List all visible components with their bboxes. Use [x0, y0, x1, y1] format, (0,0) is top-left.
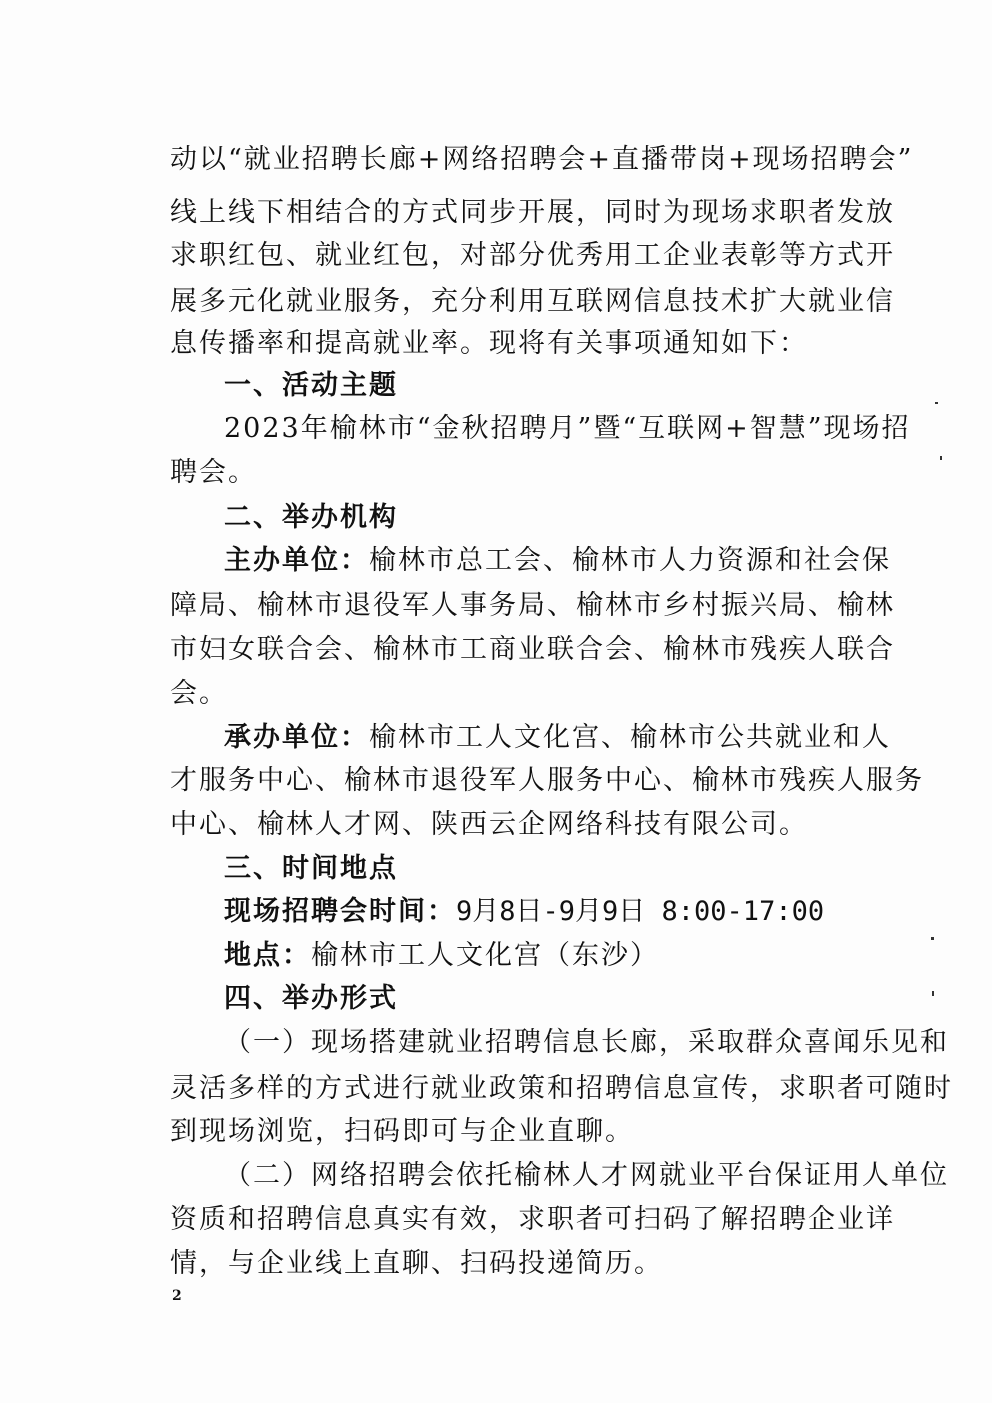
format-item1-line-3: 到现场浏览，扫码即可与企业直聊。: [170, 1116, 634, 1147]
intro-line-4: 展多元化就业服务，充分利用互联网信息技术扩大就业信: [170, 286, 895, 317]
organizer-line-1: [224, 714, 891, 762]
host-line-1: [224, 537, 891, 585]
place-line: [224, 932, 842, 980]
format-item2-line-2: 资质和招聘信息真实有效，求职者可扫码了解招聘企业详: [170, 1204, 895, 1235]
format-item2-line-3: 情，与企业线上直聊、扫码投递简历。: [170, 1248, 663, 1279]
organizer-line-3: 中心、榆林人才网、陕西云企网络科技有限公司。: [170, 809, 808, 840]
scan-speck: [935, 402, 938, 404]
time-value: 9月8日-9月9日 8:00-17:00: [456, 896, 825, 927]
format-item1-line-2: 灵活多样的方式进行就业政策和招聘信息宣传，求职者可随时: [170, 1073, 953, 1104]
host-text-1: 榆林市总工会、榆林市人力资源和社会保: [369, 545, 891, 576]
section-heading-theme: 一、活动主题: [224, 370, 398, 401]
format-item2-line-1: （二）网络招聘会依托榆林人才网就业平台保证用人单位: [224, 1160, 949, 1191]
section-heading-time-place: 三、时间地点: [224, 853, 398, 884]
host-label: 主办单位：: [224, 545, 369, 576]
theme-line-2: 聘会。: [170, 457, 257, 488]
intro-line-3: 求职红包、就业红包，对部分优秀用工企业表彰等方式开: [170, 240, 895, 271]
host-line-4: 会。: [170, 678, 228, 709]
time-label: 现场招聘会时间：: [224, 896, 456, 927]
theme-line-1: 2023年榆林市“金秋招聘月”暨“互联网+智慧”现场招: [224, 413, 911, 444]
intro-line-1: 动以“就业招聘长廊+网络招聘会+直播带岗+现场招聘会”: [170, 144, 914, 175]
section-heading-organizers: 二、举办机构: [224, 502, 398, 533]
place-label: 地点：: [224, 940, 311, 971]
host-line-3: 市妇女联合会、榆林市工商业联合会、榆林市残疾人联合: [170, 634, 895, 665]
place-value: 榆林市工人文化宫（东沙）: [311, 940, 659, 971]
host-line-2: 障局、榆林市退役军人事务局、榆林市乡村振兴局、榆林: [170, 590, 895, 621]
organizer-line-2: 才服务中心、榆林市退役军人服务中心、榆林市残疾人服务: [170, 765, 924, 796]
scan-speck: [940, 456, 942, 460]
intro-line-5: 息传播率和提高就业率。现将有关事项通知如下：: [170, 328, 808, 359]
intro-line-2: 线上线下相结合的方式同步开展，同时为现场求职者发放: [170, 197, 895, 228]
organizer-label: 承办单位：: [224, 722, 369, 753]
organizer-text-1: 榆林市工人文化宫、榆林市公共就业和人: [369, 722, 891, 753]
section-heading-format: 四、举办形式: [224, 983, 398, 1014]
format-item1-line-1: （一）现场搭建就业招聘信息长廊，采取群众喜闻乐见和: [224, 1027, 949, 1058]
time-line: [224, 888, 842, 936]
scan-speck: [931, 937, 934, 940]
page-number: 2: [172, 1288, 182, 1304]
scan-speck: [932, 991, 934, 996]
